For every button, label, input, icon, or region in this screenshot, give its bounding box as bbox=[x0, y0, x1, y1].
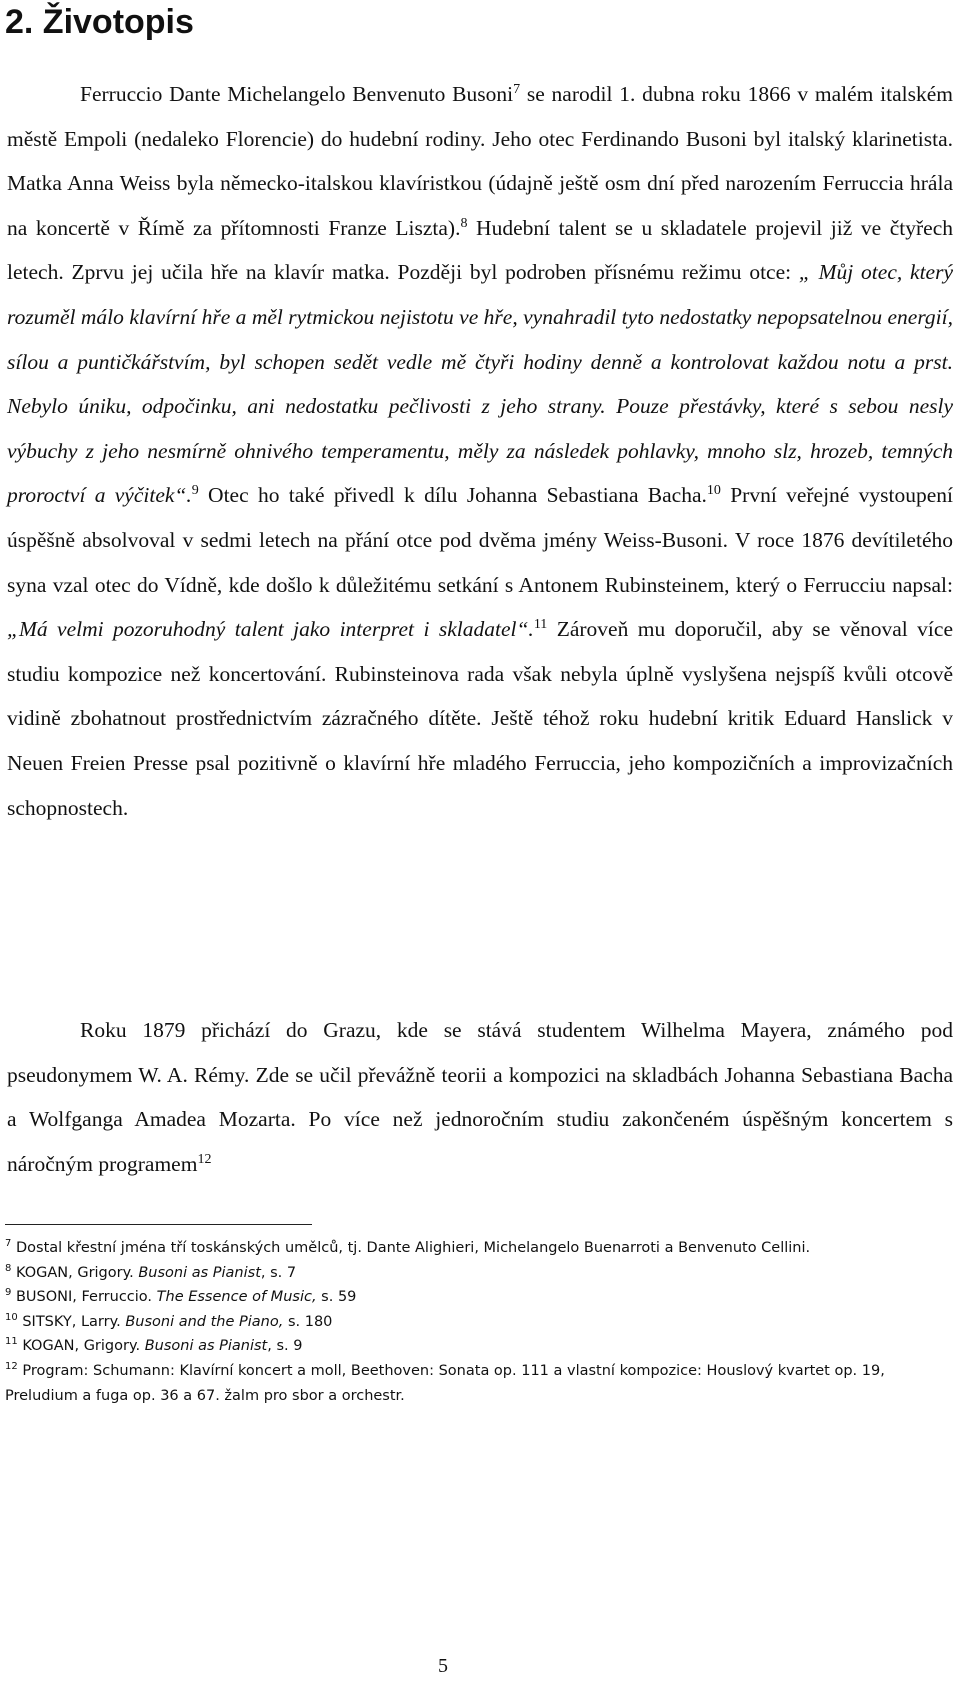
footnote-text: Program: Schumann: Klavírní koncert a moll, Beethoven: Sonata op. 111 a vlastní kompozice: Houslový kvartet op. 19, Preludium a fuga op. 36 a 67. žalm pro sbor a orchestr. bbox=[5, 1362, 885, 1404]
footnote-ref-7[interactable]: 7 bbox=[513, 81, 521, 97]
footnote-12 bbox=[5, 1359, 935, 1408]
footnote-page: , s. 7 bbox=[260, 1264, 297, 1281]
footnote-author: KOGAN, Grigory. bbox=[15, 1264, 139, 1281]
footnote-number: 12 bbox=[5, 1361, 18, 1373]
footnote-number: 11 bbox=[5, 1336, 18, 1348]
footnote-title: The Essence of Music, bbox=[156, 1289, 317, 1306]
footnote-number: 9 bbox=[5, 1287, 12, 1299]
footnote-page: s. 59 bbox=[316, 1289, 357, 1306]
quote-rubinstein: „Má velmi pozoruhodný talent jako interpret i skladatel“. bbox=[7, 617, 534, 642]
paragraph-1-text-d: Otec ho také přivedl k dílu Johanna Sebastiana Bacha. bbox=[198, 483, 707, 508]
footnote-ref-12[interactable]: 12 bbox=[197, 1151, 212, 1167]
paragraph-1-text-b: se narodil 1. dubna roku 1866 v malém italském městě Empoli (nedaleko Florencie) do hudební rodiny. Jeho otec Ferdinando Busoni byl italský klarinetista. Matka Anna Weiss byla německo-italskou klavíristkou (údajně ještě osm dní před narozením Ferruccia hrála na koncertě v Římě za přítomnosti Franze Liszta). bbox=[7, 82, 953, 240]
footnote-title: Busoni as Pianist bbox=[138, 1264, 261, 1281]
quote-father: „ Můj otec, který rozuměl málo klavírní hře a měl rytmickou nejistotu ve hře, vynahradil tyto nedostatky nepopsatelnou energií, sílou a puntičkářstvím, byl schopen sedět vedle mě čtyři hodiny denně a kontrolovat každou notu a prst. Nebylo úniku, odpočinku, ani nedostatku pečlivosti z jeho strany. Pouze přestávky, které s sebou nesly výbuchy z jeho nesmírně ohnivého temperamentu, měly za následek pohlavky, mnoho slz, hrozeb, temných proroctví a výčitek“. bbox=[7, 260, 953, 508]
footnote-ref-9[interactable]: 9 bbox=[191, 483, 199, 499]
page-number: 5 bbox=[438, 1655, 448, 1677]
footnote-title: Busoni and the Piano, bbox=[125, 1313, 284, 1330]
footnote-text: Dostal křestní jména tří toskánských umělců, tj. Dante Alighieri, Michelangelo Buenarroti a Benvenuto Cellini. bbox=[15, 1240, 811, 1256]
paragraph-1-text-e: První veřejné vystoupení úspěšně absolvoval v sedmi letech na přání otce pod dvěma jmény Weiss-Busoni. V roce 1876 devítiletého syna vzal otec do Vídně, kde došlo k důležitému setkání s Antonem Rubinsteinem, který o Ferrucciu napsal: bbox=[7, 483, 953, 597]
footnote-ref-11[interactable]: 11 bbox=[533, 616, 548, 632]
footnote-separator bbox=[5, 1224, 312, 1225]
paragraph-1 bbox=[7, 72, 953, 830]
footnote-8 bbox=[5, 1261, 935, 1286]
footnote-10 bbox=[5, 1310, 935, 1335]
chapter-heading: 2. Životopis bbox=[5, 3, 194, 41]
footnote-number: 10 bbox=[5, 1311, 18, 1323]
footnote-page: , s. 9 bbox=[267, 1338, 303, 1355]
footnote-author: BUSONI, Ferruccio. bbox=[15, 1289, 157, 1306]
footnote-number: 8 bbox=[5, 1262, 12, 1274]
footnote-author: SITSKY, Larry. bbox=[22, 1313, 126, 1330]
paragraph-1-text-f: Zároveň mu doporučil, aby se věnoval více studiu kompozice než koncertování. Rubinsteinova rada však nebyla úplně vyslyšena nejspíš kvůli otcově vidině zbohatnout prostřednictvím zázračného dítěte. Ještě téhož roku hudební kritik Eduard Hanslick v Neuen Freien Presse psal pozitivně o klavírní hře mladého Ferruccia, jeho kompozičních a improvizačních schopnostech. bbox=[7, 617, 953, 820]
footnote-7 bbox=[5, 1236, 935, 1261]
paragraph-1-text-a: Ferruccio Dante Michelangelo Benvenuto Busoni bbox=[80, 82, 514, 106]
footnotes bbox=[5, 1236, 935, 1408]
footnote-9 bbox=[5, 1285, 935, 1310]
footnote-page: s. 180 bbox=[283, 1313, 333, 1330]
footnote-title: Busoni as Pianist bbox=[144, 1338, 268, 1355]
paragraph-2 bbox=[7, 1008, 953, 1186]
footnote-ref-8[interactable]: 8 bbox=[460, 215, 468, 231]
paragraph-1-text-c: Hudební talent se u skladatele projevil již ve čtyřech letech. Zprvu jej učila hře na klavír matka. Později byl podroben přísnému režimu otce: bbox=[7, 215, 953, 285]
footnote-ref-10[interactable]: 10 bbox=[706, 483, 721, 499]
footnote-author: KOGAN, Grigory. bbox=[22, 1338, 145, 1355]
footnote-number: 7 bbox=[5, 1238, 12, 1250]
paragraph-2-text-a: Roku 1879 přichází do Grazu, kde se stává studentem Wilhelma Mayera, známého pod pseudonymem W. A. Rémy. Zde se učil převážně teorii a kompozici na skladbách Johanna Sebastiana Bacha a Wolfganga Amadea Mozarta. Po více než jednoročním studiu zakončeném úspěšným koncertem s náročným programem bbox=[7, 1018, 953, 1176]
footnote-11 bbox=[5, 1334, 935, 1359]
